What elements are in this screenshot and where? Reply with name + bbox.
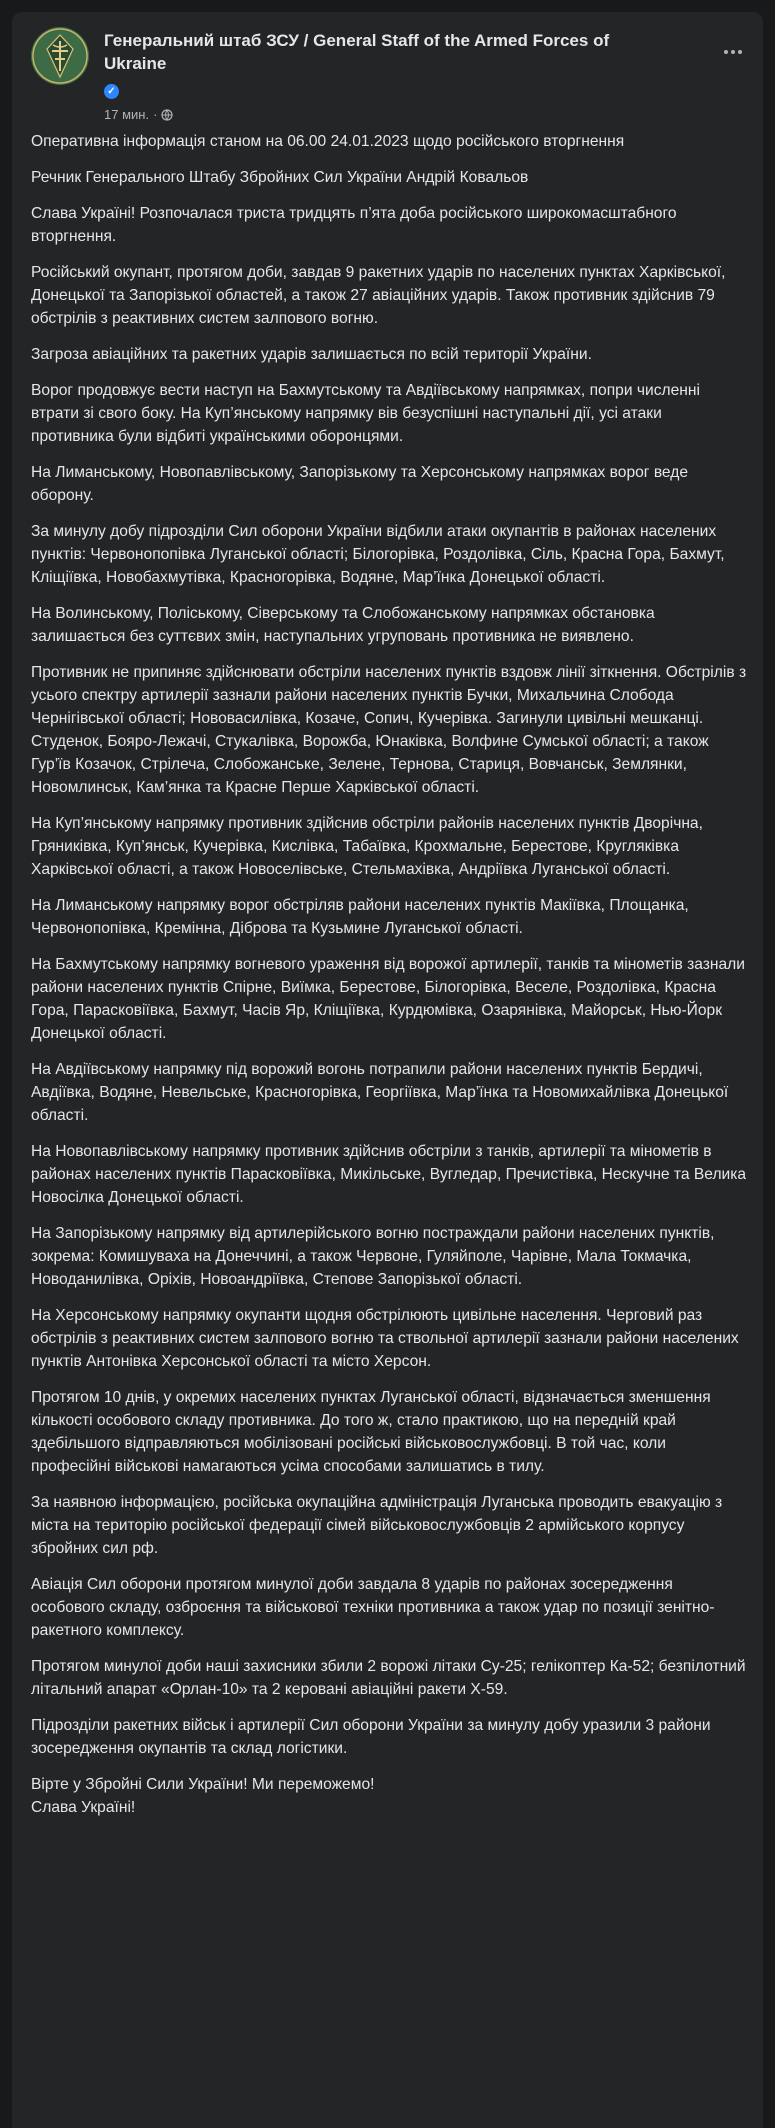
paragraph: На Куп’янському напрямку противник здійснив обстріли районів населених пунктів Дворічна, Гряниківка, Куп’янськ, Кучерівка, Кислівка, Табаївка, Крохмальне, Берестове, Кругляківка Харківської області, а також Новоселівське, Стельмахівка, Андріївка Луганської області. xyxy=(31,815,703,878)
paragraph: Загроза авіаційних та ракетних ударів залишається по всій території України. xyxy=(31,346,592,363)
post-card xyxy=(12,12,763,2128)
paragraph: Противник не припиняє здійснювати обстріли населених пунктів вздовж лінії зіткнення. Обстрілів з усього спектру артилерії зазнали райони населених пунктів Бучки, Михальчина Слобода Чернігівської області; Нововасилівка, Козаче, Сопич, Кучерівка. Загинули цивільні мешканці. Студенок, Бояро-Лежачі, Стукалівка, Ворожба, Юнаківка, Волфине Сумської області; а також Гур’їв Козачок, Стрілеча, Слобожанське, Зелене, Тернова, Стариця, Вовчанськ, Землянки, Новомлинськ, Кам’янка та Красне Перше Харківської області. xyxy=(31,664,747,796)
coat-of-arms-avatar-icon[interactable] xyxy=(31,27,89,85)
paragraph: За наявною інформацією, російська окупаційна адміністрація Луганська проводить евакуацію з міста на територію російської федерації сімей військовослужбовців 2 армійського корпусу збройних сил рф. xyxy=(31,1494,723,1557)
post-time[interactable]: 17 мин. xyxy=(104,107,150,122)
author-name[interactable]: Генеральний штаб ЗСУ / General Staff of the Armed Forces of Ukraine xyxy=(104,31,610,73)
paragraph: На Бахмутському напрямку вогневого ураження від ворожої артилерії, танків та мінометів зазнали райони населених пунктів Спірне, Виїмка, Берестове, Білогорівка, Веселе, Роздолівка, Красна Гора, Парасковіївка, Бахмут, Часів Яр, Кліщіївка, Курдюмівка, Озарянівка, Майорськ, Нью-Йорк Донецької області. xyxy=(31,956,745,1042)
post-header xyxy=(12,12,763,124)
paragraph: На Лиманському, Новопавлівському, Запорізькому та Херсонському напрямках ворог веде оборону. xyxy=(31,464,689,504)
paragraph: На Новопавлівському напрямку противник здійснив обстріли з танків, артилерії та мінометів в районах населених пунктів Парасковіївка, Микільське, Вугледар, Пречистівка, Нескучне та Велика Новосілка Донецької області. xyxy=(31,1143,747,1206)
paragraph: На Херсонському напрямку окупанти щодня обстрілюють цивільне населення. Черговий раз обстрілів з реактивних систем залпового вогню та ствольної артилерії зазнали райони населених пунктів Антонівка Херсонської області та місто Херсон. xyxy=(31,1307,739,1370)
paragraph: На Авдіївському напрямку під ворожий вогонь потрапили райони населених пунктів Бердичі, Авдіївка, Водяне, Невельське, Красногорівка, Георгіївка, Мар’їнка та Новомихайлівка Донецької області. xyxy=(31,1061,729,1124)
more-options-icon[interactable] xyxy=(715,34,751,70)
paragraph: На Запорізькому напрямку від артилерійського вогню постраждали райони населених пунктів, зокрема: Комишуваха на Донеччині, а також Червоне, Гуляйполе, Чарівне, Мала Токмачка, Новоданилівка, Оріхів, Новоандріївка, Степове Запорізької області. xyxy=(31,1225,715,1288)
paragraph: Протягом минулої доби наші захисники збили 2 ворожі літаки Су-25; гелікоптер Ка-52; безпілотний літальний апарат «Орлан-10» та 2 керовані авіаційні ракети Х-59. xyxy=(31,1658,746,1698)
post-body xyxy=(31,130,747,1819)
paragraph: Речник Генерального Штабу Збройних Сил України Андрій Ковальов xyxy=(31,169,529,186)
paragraph: Російський окупант, протягом доби, завдав 9 ракетних ударів по населених пунктах Харківської, Донецької та Запорізької областей, а також 27 авіаційних ударів. Також противник здійснив 79 обстрілів з реактивних систем залпового вогню. xyxy=(31,264,726,327)
paragraph: На Лиманському напрямку ворог обстріляв райони населених пунктів Макіївка, Площанка, Червонопопівка, Кремінна, Діброва та Кузьмине Луганської області. xyxy=(31,897,689,937)
meta-separator: · xyxy=(153,107,158,122)
paragraph: За минулу добу підрозділи Сил оборони України відбили атаки окупантів в районах населених пунктів: Червонопопівка Луганської області; Білогорівка, Роздолівка, Сіль, Красна Гора, Бахмут, Кліщіївка, Новобахмутівка, Красногорівка, Водяне, Мар’їнка Донецької області. xyxy=(31,523,725,586)
closing-line: Слава Україні! xyxy=(31,1799,136,1816)
post-meta xyxy=(104,107,173,122)
paragraph: На Волинському, Поліському, Сіверському та Слобожанському напрямках обстановка залишається без суттєвих змін, наступальних угруповань противника не виявлено. xyxy=(31,605,655,645)
paragraph: Авіація Сил оборони протягом минулої доби завдала 8 ударів по районах зосередження особового складу, озброєння та військової техніки противника а також удар по позиції зенітно-ракетного комплексу. xyxy=(31,1576,715,1639)
closing-line: Вірте у Збройні Сили України! Ми переможемо! xyxy=(31,1776,375,1793)
paragraph: Підрозділи ракетних військ і артилерії Сил оборони України за минулу добу уразили 3 райони зосередження окупантів та склад логістики. xyxy=(31,1717,711,1757)
paragraph: Ворог продовжує вести наступ на Бахмутському та Авдіївському напрямках, попри численні втрати зі свого боку. На Куп’янському напрямку вів безуспішні наступальні дії, усі атаки противника були відбиті українськими оборонцями. xyxy=(31,382,700,445)
verified-badge-icon: ✓ xyxy=(104,84,119,99)
globe-icon[interactable] xyxy=(161,109,173,121)
paragraph: Протягом 10 днів, у окремих населених пунктах Луганської області, відзначається зменшення кількості особового складу противника. До того ж, стало практикою, що на передній край здебільшого відправляються мобілізовані російські військовослужбовці. В той час, коли професійні військові намагаються усіма способами залишатись в тилу. xyxy=(31,1389,711,1475)
paragraph: Оперативна інформація станом на 06.00 24.01.2023 щодо російського вторгнення xyxy=(31,133,625,150)
paragraph: Слава Україні! Розпочалася триста тридцять п’ята доба російського широкомасштабного вторгнення. xyxy=(31,205,677,245)
